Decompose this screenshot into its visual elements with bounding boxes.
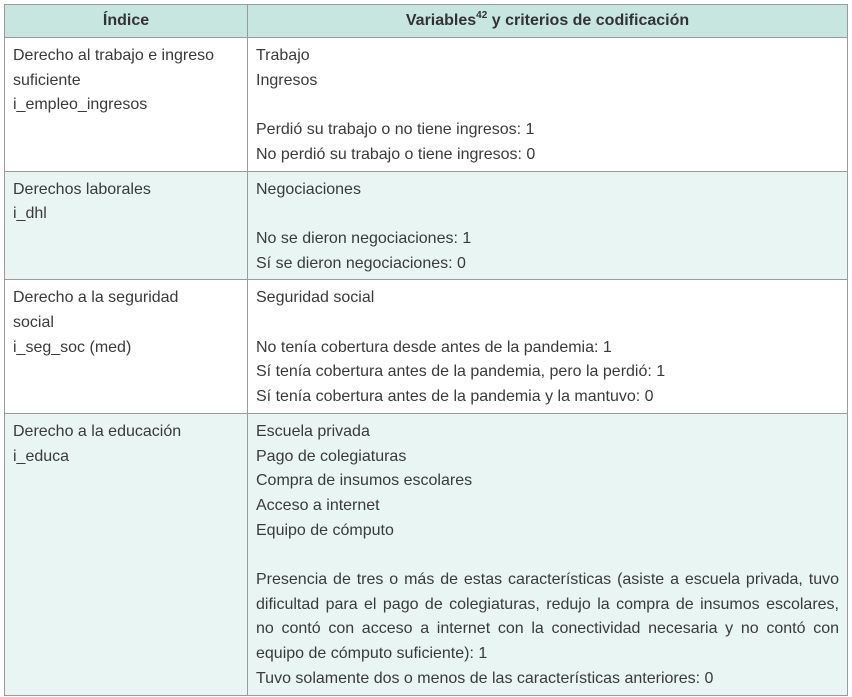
index-line: Derechos laborales — [13, 180, 151, 198]
variables-cell — [248, 38, 848, 172]
criterion-item: Perdió su trabajo o no tiene ingresos: 1 — [256, 121, 535, 139]
header-variables-suffix: y criterios de codificación — [487, 12, 690, 29]
criterion-item: Sí se dieron negociaciones: 0 — [256, 254, 466, 272]
header-variables — [248, 5, 848, 38]
index-code: i_seg_soc (med) — [13, 338, 132, 356]
variable-item: Ingresos — [256, 71, 318, 89]
variable-item: Escuela privada — [256, 422, 370, 440]
table-row — [5, 280, 848, 414]
table-row — [5, 171, 848, 280]
index-line: Derecho al trabajo e ingreso — [13, 47, 215, 64]
index-code: i_dhl — [13, 205, 47, 223]
criterion-item: No se dieron negociaciones: 1 — [256, 229, 472, 247]
header-index: Índice — [5, 5, 248, 38]
criterion-paragraph: Presencia de tres o más de estas características (asiste a escuela privada, tuvo dificultad para el pago de colegiaturas, redujo la compra de insumos escolares, no contó con acceso a internet con la conectividad necesaria y no contó con equipo de cómputo suficiente): 1 — [256, 571, 839, 663]
variable-item: Pago de colegiaturas — [256, 447, 407, 465]
variables-cell — [248, 413, 848, 695]
variable-item: Equipo de cómputo — [256, 521, 394, 539]
index-line: social — [13, 314, 54, 331]
variable-item: Compra de insumos escolares — [256, 472, 473, 490]
criterion-item: Tuvo solamente dos o menos de las características anteriores: 0 — [256, 669, 714, 687]
index-cell — [5, 171, 248, 280]
coding-criteria-table — [4, 4, 848, 696]
index-line: Derecho a la educación — [13, 422, 182, 440]
index-cell — [5, 38, 248, 172]
header-variables-prefix: Variables — [405, 12, 477, 29]
index-line: suficiente — [13, 71, 81, 89]
variables-cell — [248, 171, 848, 280]
index-line: Derecho a la seguridad — [13, 289, 179, 307]
index-cell — [5, 413, 248, 695]
index-code: i_empleo_ingresos — [13, 96, 148, 114]
variable-item: Negociaciones — [256, 180, 361, 198]
variables-cell — [248, 280, 848, 414]
variable-item: Acceso a internet — [256, 496, 380, 514]
index-code: i_educa — [13, 447, 70, 465]
footnote-marker: 42 — [476, 9, 488, 21]
criterion-item: No perdió su trabajo o tiene ingresos: 0 — [256, 145, 536, 163]
table-row — [5, 413, 848, 695]
index-cell — [5, 280, 248, 414]
variable-item: Trabajo — [256, 47, 310, 64]
table-row — [5, 38, 848, 172]
table-header-row — [5, 5, 848, 38]
criterion-item: Sí tenía cobertura antes de la pandemia y la mantuvo: 0 — [256, 388, 654, 406]
variable-item: Seguridad social — [256, 289, 375, 307]
criterion-item: Sí tenía cobertura antes de la pandemia, pero la perdió: 1 — [256, 363, 666, 381]
criterion-item: No tenía cobertura desde antes de la pandemia: 1 — [256, 338, 612, 356]
